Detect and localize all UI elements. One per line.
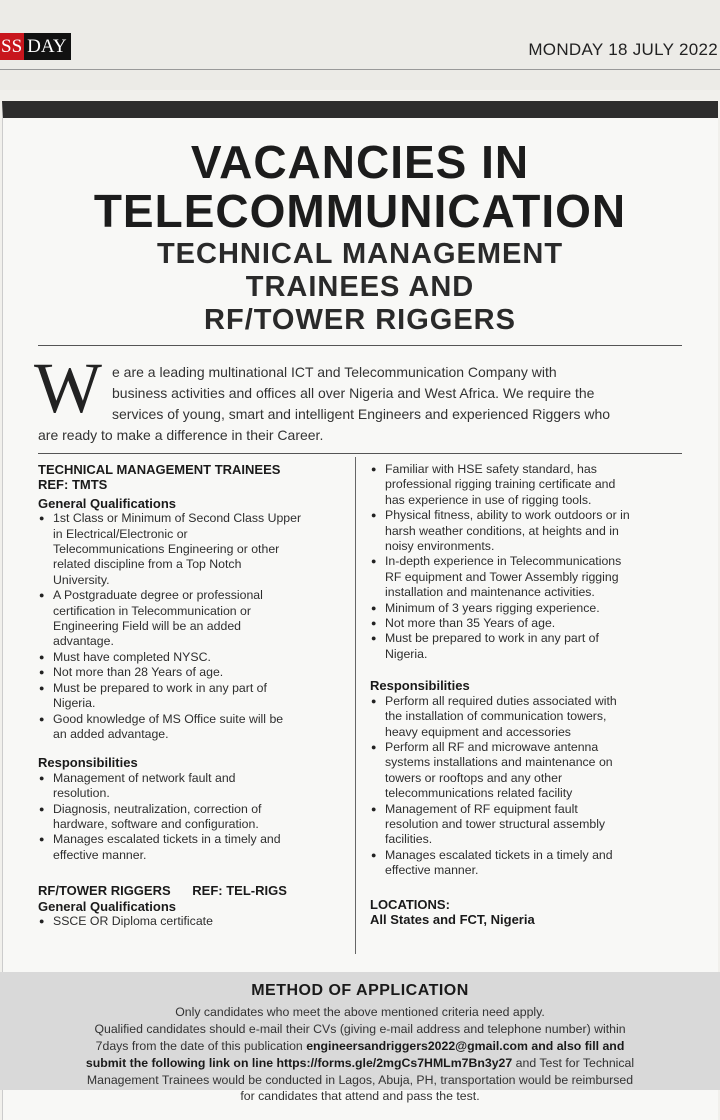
list-item (370, 554, 690, 600)
list-item-line: ● Perform all RF and microwave antenna (385, 739, 599, 754)
list-item-line: resolution and tower structural assembly (385, 816, 606, 831)
list-item-line: advantage. (53, 634, 114, 649)
rigger-ref: REF: TEL-RIGS (192, 883, 287, 899)
list-item (370, 740, 690, 802)
list-item (370, 462, 690, 508)
masthead-divider (0, 69, 720, 70)
method-line-5: Management Trainees would be conducted in Lagos, Abuja, PH, transportation would be reimbursed (86, 1073, 634, 1087)
list-item-line: telecommunications related facility (385, 786, 573, 801)
intro-line-3: services of young, smart and intelligent Engineers and experienced Riggers who (112, 406, 611, 422)
list-item (370, 508, 690, 554)
list-item (370, 802, 690, 848)
tmt-ref: REF: TMTS (38, 477, 108, 493)
list-item (38, 665, 348, 680)
list-item-line: Engineering Field will be an added (53, 619, 241, 634)
drop-cap: W (34, 348, 102, 428)
list-item-line: ● Management of RF equipment fault (385, 801, 578, 816)
rigger-qualifications-list-continued (370, 462, 690, 662)
list-item-line: effective manner. (53, 847, 147, 862)
list-item-line: related discipline from a Top Notch (53, 557, 242, 572)
intro-divider (38, 453, 682, 454)
list-item-line: systems installations and maintenance on (385, 755, 613, 770)
method-line-4-text: and Test for Technical (512, 1056, 635, 1070)
list-item (38, 771, 348, 802)
list-item-line: ● Must be prepared to work in any part of (385, 631, 599, 646)
headline-line-1: VACANCIES IN (190, 136, 530, 188)
subheadline-line-3: RF/TOWER RIGGERS (204, 304, 516, 336)
list-item-line: Nigeria. (53, 696, 96, 711)
method-line-1: Only candidates who meet the above mentioned criteria need apply. (175, 1005, 545, 1019)
list-item-line: effective manner. (385, 863, 479, 878)
list-item-line: ● Minimum of 3 years rigging experience. (385, 600, 600, 615)
top-divider (38, 345, 682, 346)
list-item-line: installation and maintenance activities. (385, 585, 595, 600)
list-item (38, 712, 348, 743)
left-column (38, 462, 348, 929)
rigger-title: RF/TOWER RIGGERS (38, 883, 171, 899)
list-item-line: certification in Telecommunication or (53, 603, 251, 618)
list-item-line: in Electrical/Electronic or (53, 526, 188, 541)
list-item (370, 601, 690, 616)
list-item (38, 511, 348, 588)
list-item-line: ● Not more than 28 Years of age. (53, 665, 224, 680)
list-item-line: ● Diagnosis, neutralization, correction of (53, 801, 262, 816)
method-line-6: for candidates that attend and pass the test. (240, 1089, 480, 1103)
list-item-line: ● Physical fitness, ability to work outdoors or in (385, 508, 630, 523)
subheadline-line-1: TECHNICAL MANAGEMENT (156, 238, 564, 270)
method-of-application (0, 972, 720, 1090)
tmt-qualifications-list (38, 511, 348, 742)
list-item-line: ● Manages escalated tickets in a timely and (53, 832, 281, 847)
newspaper-logo (0, 33, 71, 60)
list-item (370, 616, 690, 631)
intro-line-2: business activities and offices all over Nigeria and West Africa. We require the (112, 385, 595, 401)
list-item-line: the installation of communication towers, (385, 709, 607, 724)
list-item-line: hardware, software and configuration. (53, 816, 259, 831)
list-item-line: ● Perform all required duties associated with (385, 693, 617, 708)
list-item-line: towers or rooftops and any other (385, 770, 563, 785)
list-item-line: professional rigging training certificate and (385, 477, 616, 492)
list-item-line: has experience in use of rigging tools. (385, 492, 592, 507)
list-item-line: an added advantage. (53, 726, 169, 741)
list-item (38, 914, 348, 929)
intro-line-4: are ready to make a difference in their Career. (38, 427, 324, 443)
list-item (370, 848, 690, 879)
method-line-3-text: 7days from the date of this publication (95, 1039, 307, 1053)
list-item-line: Telecommunications Engineering or other (53, 542, 280, 557)
newspaper-masthead (0, 0, 720, 90)
list-item-line: ● Must have completed NYSC. (53, 649, 211, 664)
method-line-4 (0, 1056, 720, 1070)
list-item-line: noisy environments. (385, 539, 495, 554)
list-item (38, 650, 348, 665)
tmt-responsibilities-heading: Responsibilities (38, 755, 138, 771)
application-link[interactable]: submit the following link on line https://forms.gle/2mgCs7HMLm7Bn3y27 (85, 1056, 513, 1070)
list-item-line: facilities. (385, 832, 433, 847)
method-line-2: Qualified candidates should e-mail their CVs (giving e-mail address and telephone number) within (94, 1022, 626, 1036)
tmt-responsibilities-list (38, 771, 348, 863)
method-line-3 (0, 1039, 720, 1053)
list-item (370, 631, 690, 662)
rigger-qualifications-heading: General Qualifications (38, 898, 176, 914)
intro-line-1: e are a leading multinational ICT and Telecommunication Company with (112, 364, 557, 380)
tmt-qualifications-heading: General Qualifications (38, 495, 176, 511)
list-item (38, 832, 348, 863)
list-item-line: ● In-depth experience in Telecommunications (385, 554, 622, 569)
list-item-line: harsh weather conditions, at heights and in (385, 523, 619, 538)
rigger-responsibilities-list (370, 694, 690, 879)
subheadline-line-2: TRAINEES AND (245, 271, 475, 303)
list-item (370, 694, 690, 740)
list-item (38, 588, 348, 650)
logo-red-part: SS (0, 33, 24, 60)
list-item-line: ● Good knowledge of MS Office suite will be (53, 711, 284, 726)
locations-value: All States and FCT, Nigeria (370, 911, 535, 927)
locations-heading: LOCATIONS: (370, 896, 450, 912)
column-divider (355, 457, 356, 954)
list-item-line: ● Manages escalated tickets in a timely and (385, 847, 613, 862)
list-item-line: ● Familiar with HSE safety standard, has (385, 462, 597, 476)
list-item-line: ● Management of network fault and (53, 770, 236, 785)
logo-black-part: DAY (24, 33, 70, 60)
list-item-line: resolution. (53, 786, 110, 801)
list-item-line: ● Not more than 35 Years of age. (385, 616, 556, 631)
list-item-line: University. (53, 572, 110, 587)
list-item (38, 802, 348, 833)
rigger-qualifications-list (38, 914, 348, 929)
tmt-title: TECHNICAL MANAGEMENT TRAINEES (38, 462, 281, 477)
issue-date: MONDAY 18 JULY 2022 (528, 40, 718, 59)
list-item-line: ● 1st Class or Minimum of Second Class Upper (53, 511, 302, 526)
list-item-line: ● SSCE OR Diploma certificate (53, 913, 213, 928)
list-item-line: ● A Postgraduate degree or professional (53, 588, 263, 603)
application-email[interactable]: engineersandriggers2022@gmail.com and also fill and (306, 1039, 625, 1053)
list-item-line: Nigeria. (385, 646, 428, 661)
rigger-title-row (38, 883, 348, 898)
list-item-line: RF equipment and Tower Assembly rigging (385, 569, 619, 584)
list-item (38, 681, 348, 712)
right-column (370, 462, 690, 927)
method-title: METHOD OF APPLICATION (251, 982, 469, 999)
rigger-responsibilities-heading: Responsibilities (370, 678, 470, 694)
list-item-line: heavy equipment and accessories (385, 724, 571, 739)
list-item-line: ● Must be prepared to work in any part of (53, 680, 267, 695)
headline-line-2: TELECOMMUNICATION (93, 185, 627, 237)
